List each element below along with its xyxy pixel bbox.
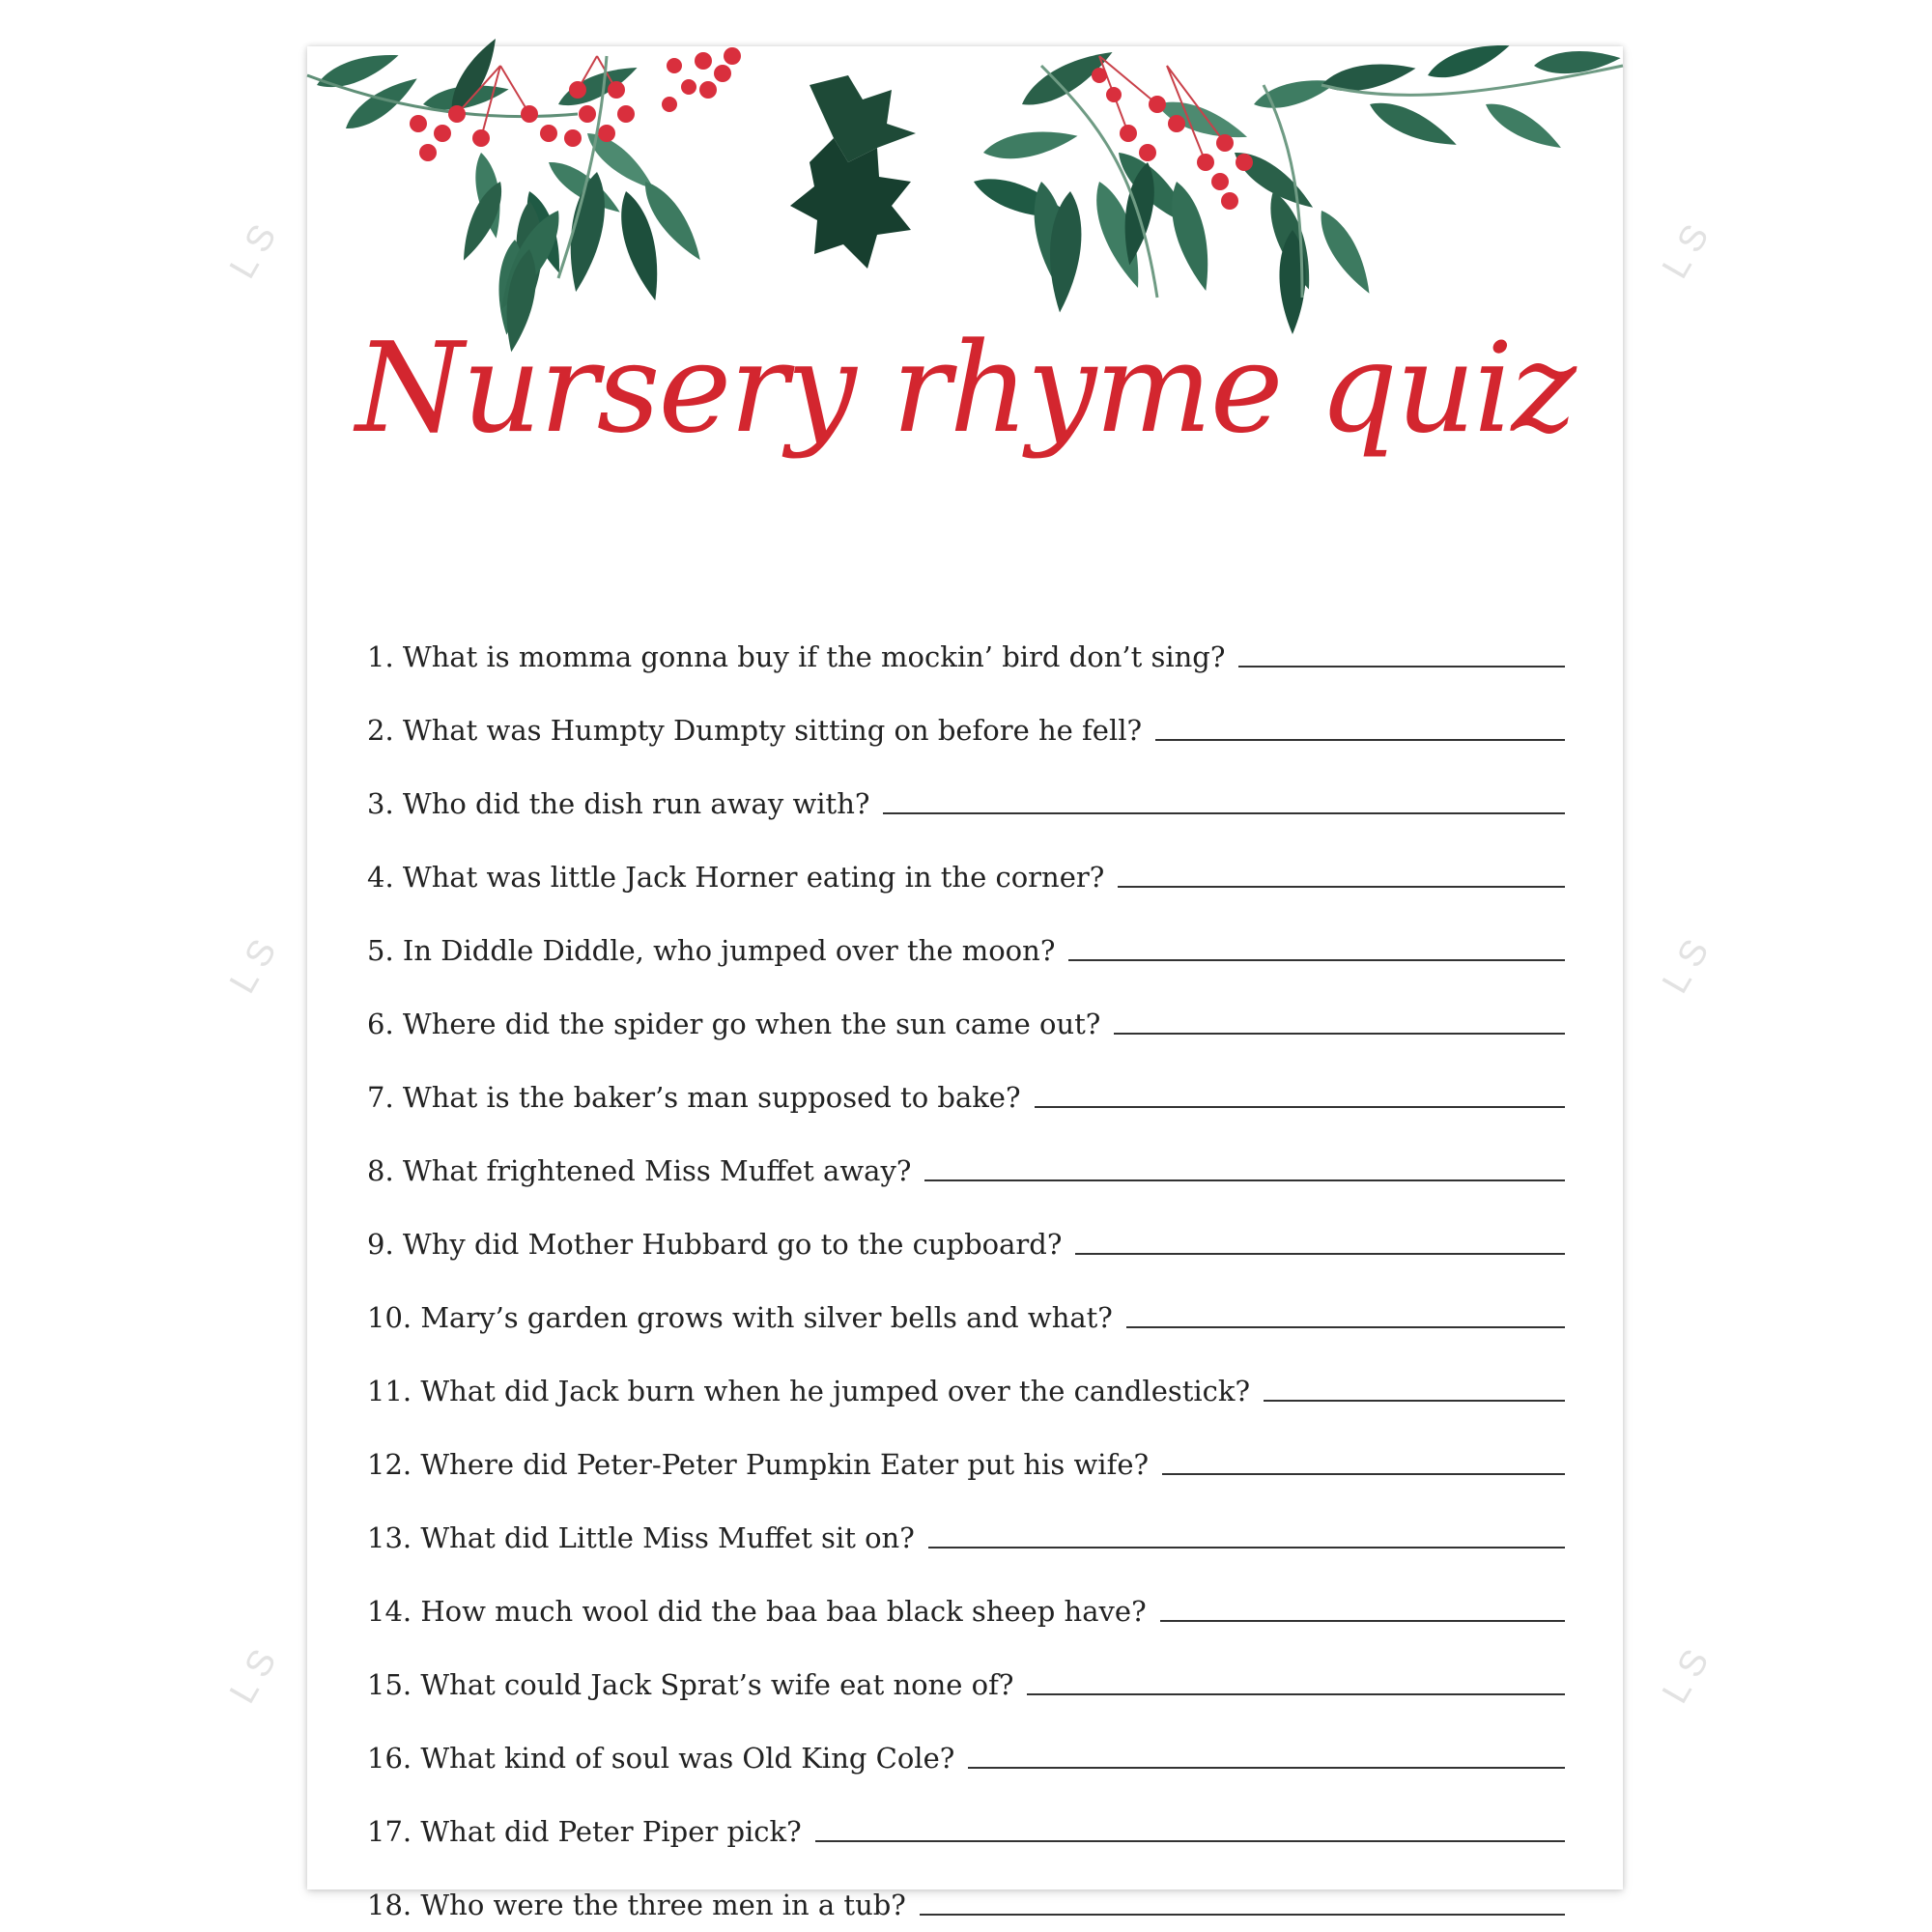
leaf-branch-center <box>490 56 710 355</box>
watermark: LS <box>1655 923 1722 1001</box>
leaf-branch-right <box>969 36 1623 334</box>
question-row <box>367 1852 1565 1925</box>
answer-line[interactable] <box>1160 1601 1565 1622</box>
answer-line[interactable] <box>1264 1380 1565 1402</box>
answer-line[interactable] <box>968 1747 1565 1769</box>
leaf-branch-left <box>307 33 661 335</box>
answer-line[interactable] <box>1114 1013 1565 1035</box>
question-text: 17. What did Peter Piper pick? <box>367 1815 802 1848</box>
question-row <box>367 1118 1565 1191</box>
answer-line[interactable] <box>920 1894 1565 1916</box>
question-row <box>367 751 1565 824</box>
question-text: 12. Where did Peter-Peter Pumpkin Eater put his wife? <box>367 1448 1150 1481</box>
question-row <box>367 897 1565 971</box>
question-row <box>367 677 1565 751</box>
question-row <box>367 1338 1565 1411</box>
question-row <box>367 1264 1565 1338</box>
question-text: 16. What kind of soul was Old King Cole? <box>367 1742 955 1775</box>
question-text: 3. Who did the dish run away with? <box>367 787 870 820</box>
question-row <box>367 1044 1565 1118</box>
question-text: 13. What did Little Miss Muffet sit on? <box>367 1521 915 1554</box>
question-text: 6. Where did the spider go when the sun came out? <box>367 1008 1101 1040</box>
answer-line[interactable] <box>883 793 1565 814</box>
question-row <box>367 1411 1565 1485</box>
question-text: 18. Who were the three men in a tub? <box>367 1889 906 1921</box>
page-title: Nursery rhyme quiz <box>355 317 1575 461</box>
answer-line[interactable] <box>1126 1307 1565 1328</box>
quiz-card <box>307 46 1623 1921</box>
holly-leaf <box>790 75 916 269</box>
question-text: 5. In Diddle Diddle, who jumped over the moon? <box>367 934 1056 967</box>
question-text: 8. What frightened Miss Muffet away? <box>367 1154 912 1187</box>
question-row <box>367 1705 1565 1778</box>
answer-line[interactable] <box>924 1160 1565 1181</box>
question-text: 7. What is the baker’s man supposed to bake? <box>367 1081 1021 1114</box>
watermark: LS <box>222 923 290 1001</box>
question-text: 10. Mary’s garden grows with silver bells and what? <box>367 1301 1113 1334</box>
question-row <box>367 604 1565 677</box>
question-text: 1. What is momma gonna buy if the mockin’ bird don’t sing? <box>367 640 1226 673</box>
question-text: 4. What was little Jack Horner eating in the corner? <box>367 861 1105 894</box>
watermark: LS <box>1655 1634 1722 1711</box>
question-text: 15. What could Jack Sprat’s wife eat none of? <box>367 1668 1014 1701</box>
watermark: LS <box>222 209 290 286</box>
question-row <box>367 1778 1565 1852</box>
question-row <box>367 1485 1565 1558</box>
answer-line[interactable] <box>1155 720 1565 741</box>
answer-line[interactable] <box>1118 867 1565 888</box>
answer-line[interactable] <box>1035 1087 1565 1108</box>
answer-line[interactable] <box>1075 1234 1565 1255</box>
watermark: LS <box>1655 209 1722 286</box>
question-row <box>367 1191 1565 1264</box>
answer-line[interactable] <box>1162 1454 1565 1475</box>
question-row <box>367 1632 1565 1705</box>
question-text: 14. How much wool did the baa baa black sheep have? <box>367 1595 1147 1628</box>
question-text: 11. What did Jack burn when he jumped over the candlestick? <box>367 1375 1251 1407</box>
question-text: 2. What was Humpty Dumpty sitting on before he fell? <box>367 714 1143 747</box>
answer-line[interactable] <box>815 1821 1565 1842</box>
answer-line[interactable] <box>1068 940 1565 961</box>
answer-line[interactable] <box>928 1527 1565 1548</box>
watermark: LS <box>222 1634 290 1711</box>
question-row <box>367 1558 1565 1632</box>
question-text: 9. Why did Mother Hubbard go to the cupboard? <box>367 1228 1063 1261</box>
answer-line[interactable] <box>1027 1674 1565 1695</box>
question-row <box>367 971 1565 1044</box>
question-list <box>367 604 1565 1925</box>
question-row <box>367 824 1565 897</box>
answer-line[interactable] <box>1238 646 1565 668</box>
